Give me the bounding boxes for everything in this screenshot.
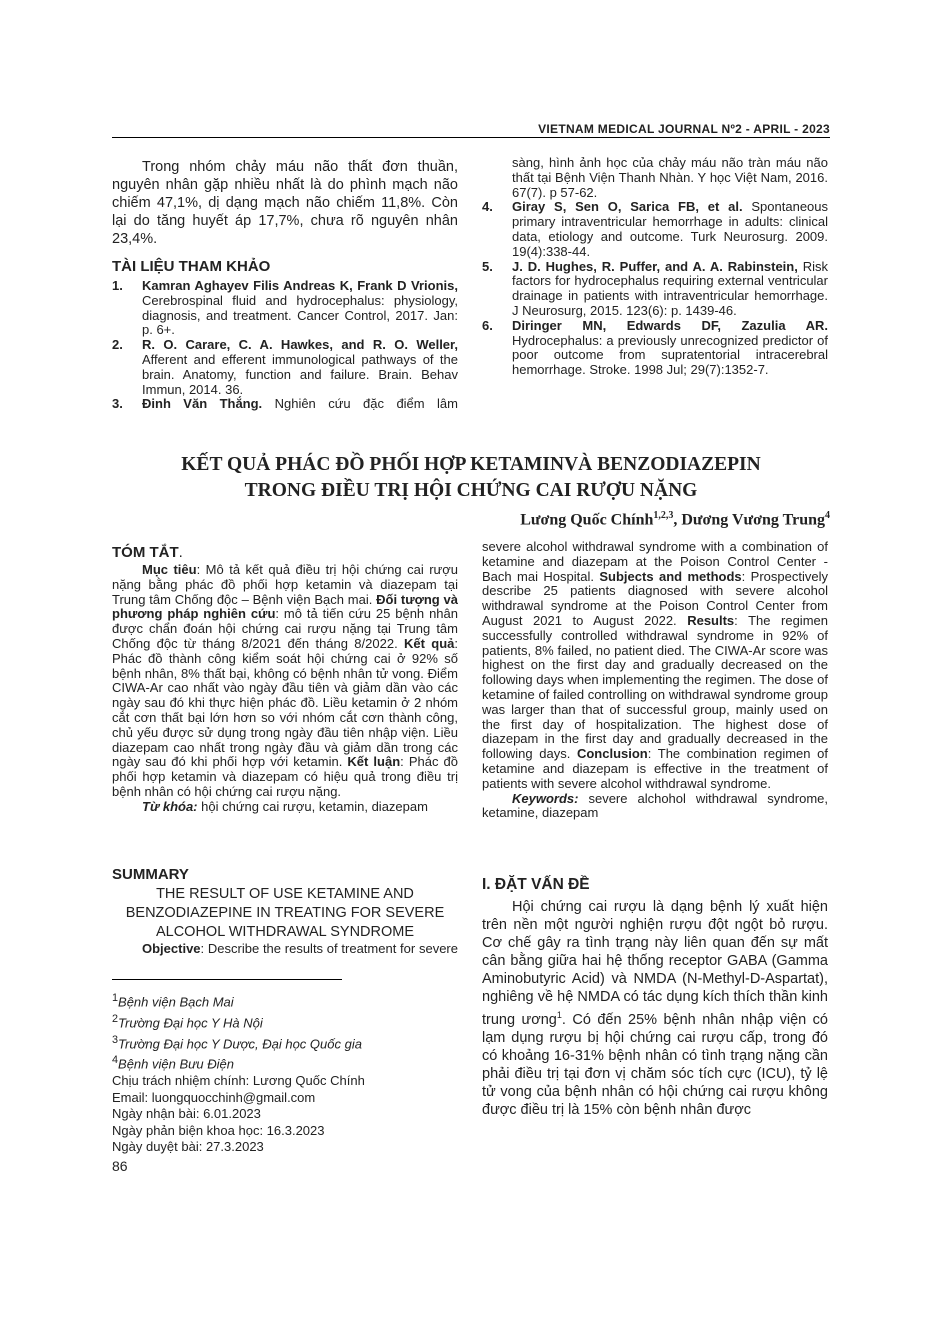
- references-heading: TÀI LIỆU THAM KHẢO: [112, 258, 271, 275]
- abstract-vi-body: Mục tiêu: Mô tả kết quả điều trị hội chứng cai rượu nặng bằng phác đồ phối hợp ketamin và diazepam tại Trung tâm Chống độc – Bệnh viện Bạch mai. Đối tượng và phương pháp nghiên cứu: mô tả tiến cứu 25 bệnh nhân được chẩn đoán hội chứng cai rượu nặng tại Trung tâm Chống độc từ tháng 8/2021 đến tháng 8/2022. Kết quả: Phác đồ thành công kiểm soát hội chứng cai ở 92% số bệnh nhân, 8% thất bại, không có bệnh nhân tử vong. Điểm CIWA-Ar cao nhất vào ngày đầu tiên và giảm dần vào các ngày sau đó khi thực hiện phác đồ. Liều ketamin ở 2 nhóm cắt cơn thất bại lớn hơn so với nhóm cắt cơn thành công, chủ yếu được sử dụng trong ngày đầu tiên nhập viện. Liều diazepam cao nhất trong ngày đầu và giảm dần trong các ngày sau đó khi phối hợp với ketamin. Kết luận: Phác đồ phối hợp ketamin và diazepam có hiệu quả trong điều trị bệnh nhân có hội chứng cai rượu nặng.: [112, 562, 458, 799]
- summary-body-start: Objective: Describe the results of treatment for severe: [142, 942, 458, 956]
- author-2: Dương Vương Trung: [681, 511, 825, 529]
- abstract-vi: [112, 544, 458, 815]
- date-received: Ngày nhận bài: 6.01.2023: [112, 1106, 261, 1122]
- affiliation: $^1$Bệnh viện Bạch Mai: [112, 992, 234, 1010]
- reference-item: 2. R. O. Carare, C. A. Hawkes, and R. O. Weller, Afferent and efferent immunological pathways of the brain. Anatomy, function and failure. Brain. Behav Immun, 2014. 36.: [112, 337, 458, 397]
- prev-article-paragraph: Trong nhóm chảy máu não thất đơn thuần, nguyên nhân gặp nhiều nhất là do phình mạch não chiếm 47,1%, dị dạng mạch não chiếm 11,8%. Còn lại do tăng huyết áp 17,7%, chưa rõ nguyên nhân 23,4%.: [112, 159, 458, 247]
- affiliation: $^2$Trường Đại học Y Hà Nội: [112, 1012, 263, 1031]
- reference-item: 1. Kamran Aghayev Filis Andreas K, Frank D Vrionis, Cerebrospinal fluid and hydrocephalus: physiology, diagnosis, and treatment. Cancer Control, 2017. Jan: p. 6+.: [112, 278, 458, 338]
- intro-heading: I. ĐẶT VẤN ĐỀ: [482, 876, 590, 893]
- date-accepted: Ngày duyệt bài: 27.3.2023: [112, 1139, 264, 1155]
- summary-body-tail: severe alcohol withdrawal syndrome with a combination of ketamine and diazepam at the Poison Control Center - Bach mai Hospital. Subjects and methods: Prospectively describe 25 patients diagnosed with severe alcohol withdrawal syndrome at the Poison Control Center from August 2021 to August 2022. Results: The regimen successfully controlled withdrawal syndrome in 92% of patients, 8% failed, no patient died. The CIWA-Ar score was highest on the first day and gradually decreased on the following days when implementing the regimen. The dose of ketamine of failed controlling on withdrawal syndrome group was larger than that of successful group, mainly used on the first day of hospitalization. The highest dose of diazepam in the first day and gradually decreased in the following days. Conclusion: The combination regimen of ketamine and diazepam is effective in the treatment of patients with severe alcohol withdrawal syndrome.: [482, 539, 828, 791]
- references-list-right: [482, 156, 828, 378]
- author-1-affiliation: 1,2,3: [653, 510, 674, 521]
- journal-header: VIETNAM MEDICAL JOURNAL Nº2 - APRIL - 2023: [538, 122, 830, 136]
- summary-title: THE RESULT OF USE KETAMINE AND BENZODIAZEPINE IN TREATING FOR SEVERE ALCOHOL WITHDRAWAL SYNDROME: [125, 886, 445, 940]
- author-2-affiliation: 4: [825, 510, 830, 521]
- date-reviewed: Ngày phản biện khoa học: 16.3.2023: [112, 1122, 325, 1138]
- summary-body: [452, 540, 828, 792]
- summary-heading: SUMMARY: [112, 866, 189, 883]
- references-list-left: [112, 279, 458, 412]
- affiliation: $^3$Trường Đại học Y Dược, Đại học Quốc gia: [112, 1033, 362, 1051]
- header-rule: [112, 137, 830, 138]
- intro-section: [482, 876, 828, 1119]
- intro-paragraph: Hội chứng cai rượu là dạng bệnh lý xuất hiện trên nền một người nghiện rượu đột ngột bỏ rượu. Cơ chế gây ra tình trạng này liên quan đến sự mất cân bằng giữa hai hệ thống receptor GABA (Gamma Aminobutyric Acid) và NMDA (N-Methyl-D-Aspartat), nghiêng về hệ NMDA có tác dụng kích thích thần kinh trung ương$^1$. Có đến 25% bệnh nhân nhập viện có lạm dụng rượu bị hội chứng cai rượu cấp, trong đó có khoảng 16-31% bệnh nhân có tình trạng nặng cần phải điều trị tại đơn vị chăm sóc tích cực (ICU), tỷ lệ tử vong của bệnh nhân có hội chứng cai rượu không được điều trị là 15% còn bệnh nhân được: [482, 899, 828, 1118]
- footnote-rule: [112, 979, 342, 980]
- affiliation: $^4$Bệnh viện Bưu Điện: [112, 1054, 234, 1072]
- summary-continued: [482, 540, 828, 821]
- summary-keywords: Keywords: severe alchohol withdrawal syndrome, ketamine, diazepam: [482, 790, 828, 821]
- summary-section: [112, 866, 458, 957]
- footnotes: [112, 990, 458, 1156]
- reference-item: 4. Giray S, Sen O, Sarica FB, et al. Spontaneous primary intraventricular hemorrhage in adults: clinical data, etiology and outcome. Turk Neurosurg. 2009. 19(4):338-44.: [482, 199, 829, 259]
- corresponding-email: Email: luongquocchinh@gmail.com: [112, 1089, 316, 1105]
- article-title: [112, 452, 830, 504]
- reference-item: 5. J. D. Hughes, R. Puffer, and A. A. Rabinstein, Risk factors for hydrocephalus requiring external ventricular drainage in patients with intraventricular hemorrhage. J Neurosurg, 2015. 123(6): p. 1439-46.: [482, 258, 829, 318]
- author-1: Lương Quốc Chính: [520, 511, 654, 529]
- abstract-vi-keywords: Từ khóa: hội chứng cai rượu, ketamin, diazepam: [142, 798, 428, 814]
- abstract-vi-heading: TÓM TẮT.: [112, 544, 183, 561]
- reference-item: 6. Diringer MN, Edwards DF, Zazulia AR. Hydrocephalus: a previously unrecognized predictor of poor outcome from supratentorial intracerebral hemorrhage. Stroke. 1998 Jul; 29(7):1352-7.: [482, 317, 828, 378]
- reference-item: 3. Đinh Văn Thắng. Nghiên cứu đặc điểm lâm: [112, 396, 458, 412]
- corresponding-author: Chịu trách nhiệm chính: Lương Quốc Chính: [112, 1073, 365, 1089]
- reference-item-continued: sàng, hình ảnh học của chảy máu não tràn máu não thất tại Bệnh Viện Thanh Nhàn. Y học Việt Nam, 2016. 67(7). p 57-62.: [512, 155, 828, 200]
- article-title-line-2: TRONG ĐIỀU TRỊ HỘI CHỨNG CAI RƯỢU NẶNG: [244, 480, 698, 501]
- author-separator: ,: [673, 511, 682, 529]
- article-title-line-1: KẾT QUẢ PHÁC ĐỒ PHỐI HỢP KETAMINVÀ BENZODIAZEPIN: [181, 454, 761, 475]
- references-section: [112, 258, 458, 412]
- article-authors: [112, 510, 830, 529]
- page-number: 86: [112, 1158, 128, 1174]
